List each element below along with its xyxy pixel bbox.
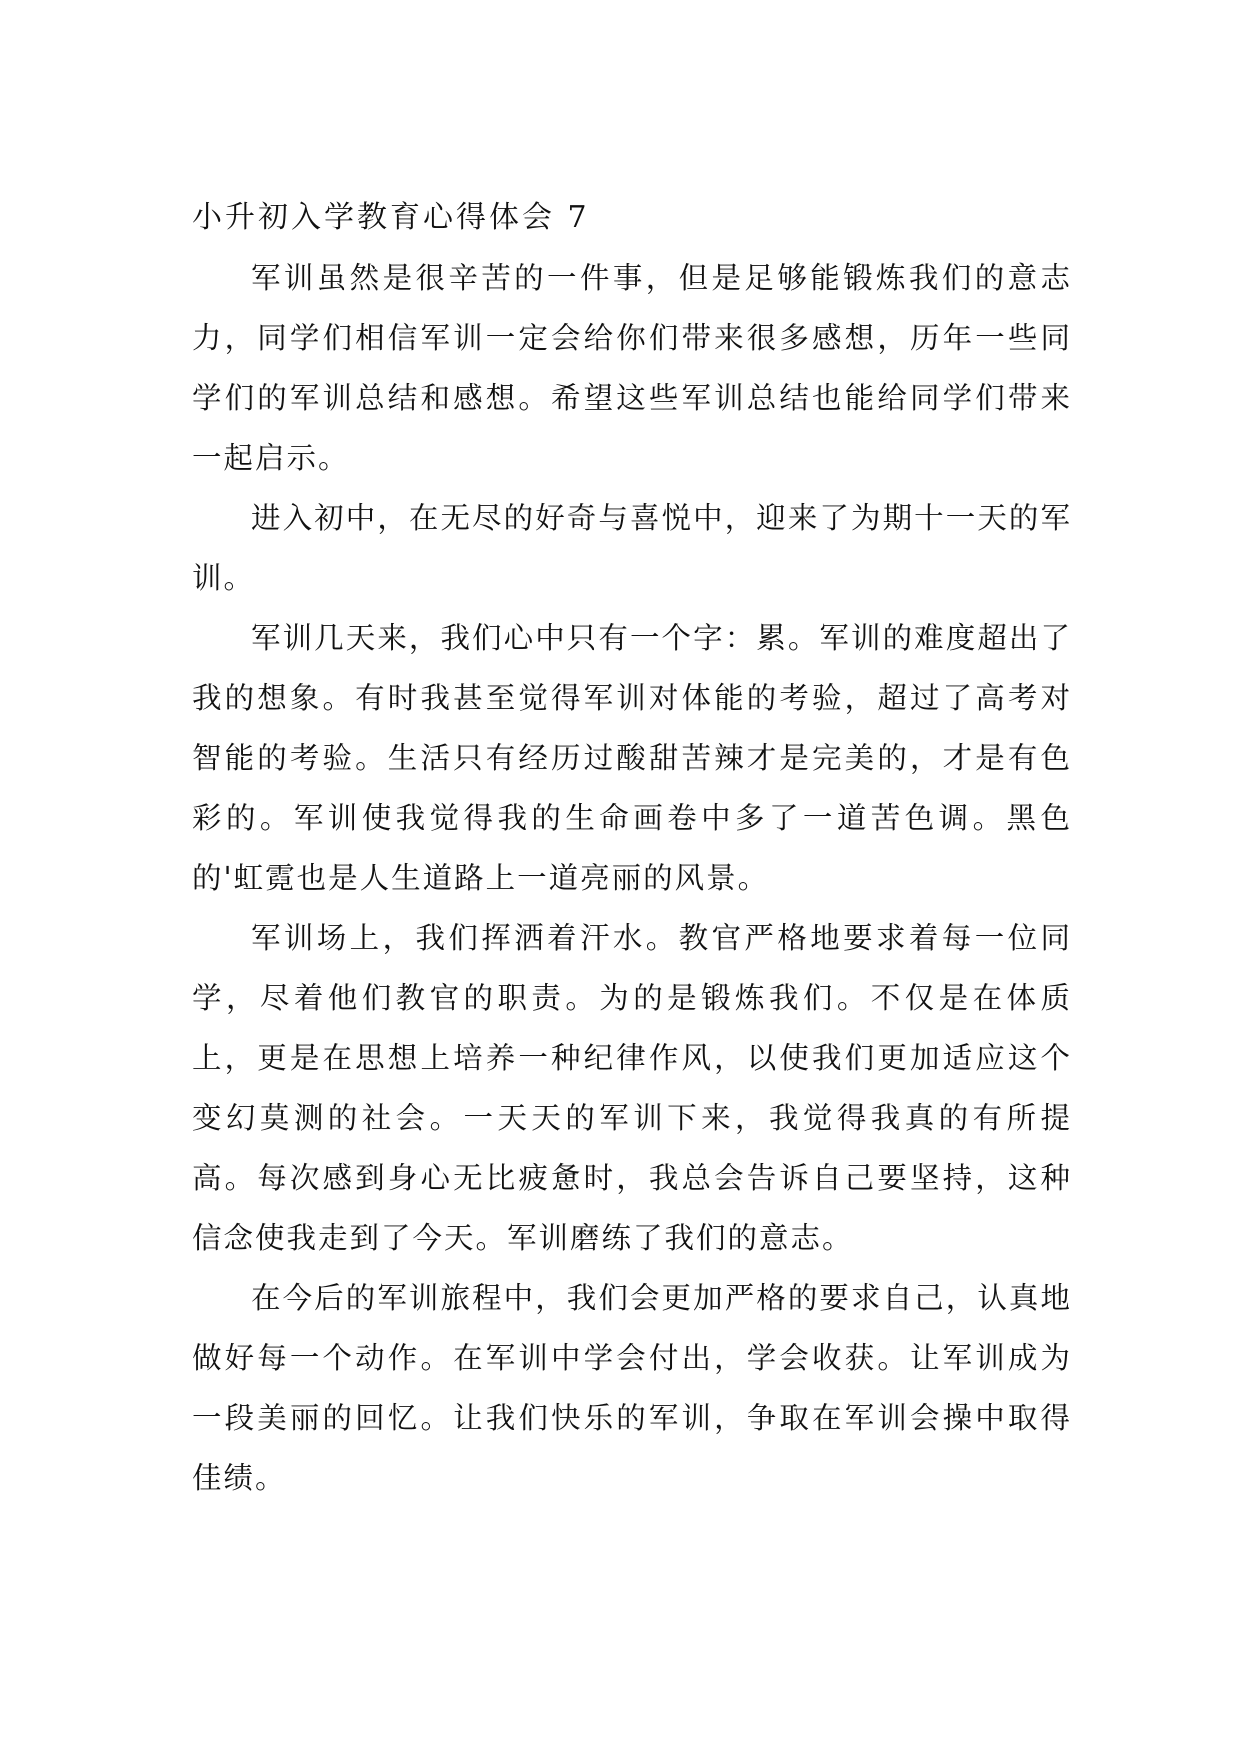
paragraph-1: 军训虽然是很辛苦的一件事，但是足够能锻炼我们的意志力，同学们相信军训一定会给你们带来很多感想，历年一些同学们的军训总结和感想。希望这些军训总结也能给同学们带来一起启示。	[192, 261, 1072, 475]
paragraph-5: 在今后的军训旅程中，我们会更加严格的要求自己，认真地做好每一个动作。在军训中学会付出，学会收获。让军训成为一段美丽的回忆。让我们快乐的军训，争取在军训会操中取得佳绩。	[192, 1281, 1072, 1495]
paragraph-2: 进入初中，在无尽的好奇与喜悦中，迎来了为期十一天的军训。	[192, 501, 1072, 595]
paragraph-3: 军训几天来，我们心中只有一个字：累。军训的难度超出了我的想象。有时我甚至觉得军训对体能的考验，超过了高考对智能的考验。生活只有经历过酸甜苦辣才是完美的，才是有色彩的。军训使我觉得我的生命画卷中多了一道苦色调。黑色的'虹霓也是人生道路上一道亮丽的风景。	[192, 621, 1072, 895]
document-title: 小升初入学教育心得体会 7	[192, 200, 590, 235]
document-page	[192, 188, 1072, 1508]
paragraph-4: 军训场上，我们挥洒着汗水。教官严格地要求着每一位同学，尽着他们教官的职责。为的是锻炼我们。不仅是在体质上，更是在思想上培养一种纪律作风，以使我们更加适应这个变幻莫测的社会。一天天的军训下来，我觉得我真的有所提高。每次感到身心无比疲惫时，我总会告诉自己要坚持，这种信念使我走到了今天。军训磨练了我们的意志。	[192, 921, 1072, 1255]
